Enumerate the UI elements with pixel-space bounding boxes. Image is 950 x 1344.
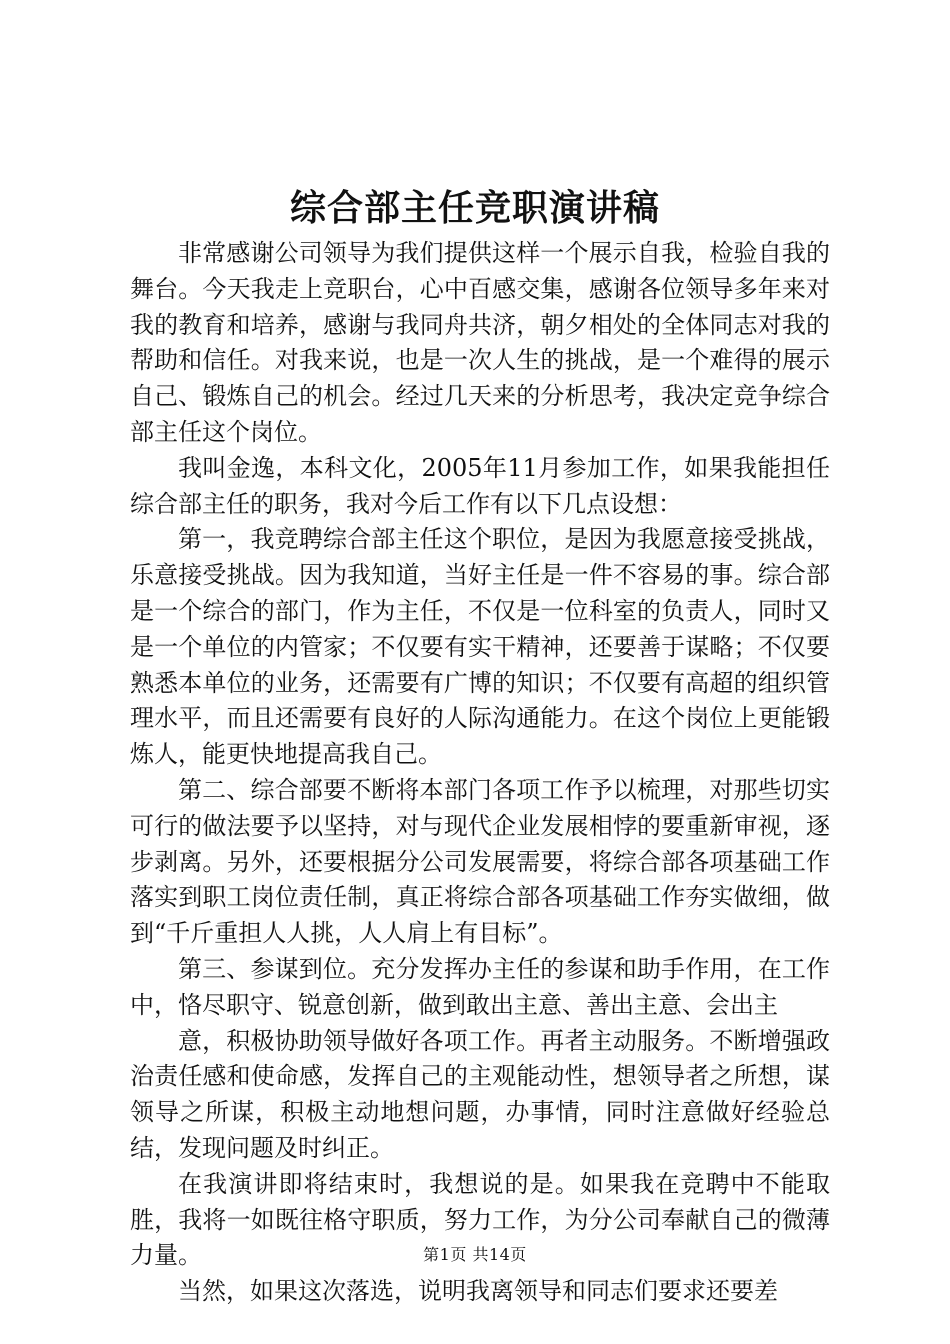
page-number-footer: 第1页 共14页: [423, 1245, 527, 1264]
paragraph-closing: 在我演讲即将结束时，我想说的是。如果我在竞聘中不能取胜，我将一如既往格守职质，努力工作，为分公司奉献自己的微薄力量。: [130, 1169, 830, 1270]
paragraph-point-three-continued: 意，积极协助领导做好各项工作。再者主动服务。不断增强政治责任感和使命感，发挥自己的主观能动性，想领导者之所想，谋领导之所谋，积极主动地想问题，办事情，同时注意做好经验总结，发现问题及时纠正。: [130, 1026, 830, 1162]
document-title: 综合部主任竞职演讲稿: [289, 187, 660, 229]
paragraph-point-three: 第三、参谋到位。充分发挥办主任的参谋和助手作用，在工作中，恪尽职守、锐意创新，做到敢出主意、善出主意、会出主: [130, 954, 830, 1019]
paragraph-point-two: 第二、综合部要不断将本部门各项工作予以梳理，对那些切实可行的做法要予以坚持，对与现代企业发展相悖的要重新审视，逐步剥离。另外，还要根据分公司发展需要，将综合部各项基础工作落实到职工岗位责任制，真正将综合部各项基础工作夯实做细，做到“千斤重担人人挑，人人肩上有目标”。: [130, 775, 830, 948]
document-body: [130, 236, 830, 1310]
paragraph-closing-continued: 当然，如果这次落选，说明我离领导和同志们要求还要差: [178, 1277, 778, 1306]
paragraph-self-introduction: 我叫金逸，本科文化，2005年11月参加工作，如果我能担任综合部主任的职务，我对今后工作有以下几点设想：: [130, 453, 830, 518]
paragraph-intro: 非常感谢公司领导为我们提供这样一个展示自我，检验自我的舞台。今天我走上竞职台，心中百感交集，感谢各位领导多年来对我的教育和培养，感谢与我同舟共济，朝夕相处的全体同志对我的帮助和信任。对我来说，也是一次人生的挑战，是一个难得的展示自己、锻炼自己的机会。经过几天来的分析思考，我决定竞争综合部主任这个岗位。: [130, 239, 830, 446]
paragraph-point-one: 第一，我竞聘综合部主任这个职位，是因为我愿意接受挑战，乐意接受挑战。因为我知道，当好主任是一件不容易的事。综合部是一个综合的部门，作为主任，不仅是一位科室的负责人，同时又是一个单位的内管家；不仅要有实干精神，还要善于谋略；不仅要熟悉本单位的业务，还需要有广博的知识；不仅要有高超的组织管理水平，而且还需要有良好的人际沟通能力。在这个岗位上更能锻炼人，能更快地提高我自己。: [130, 525, 830, 769]
